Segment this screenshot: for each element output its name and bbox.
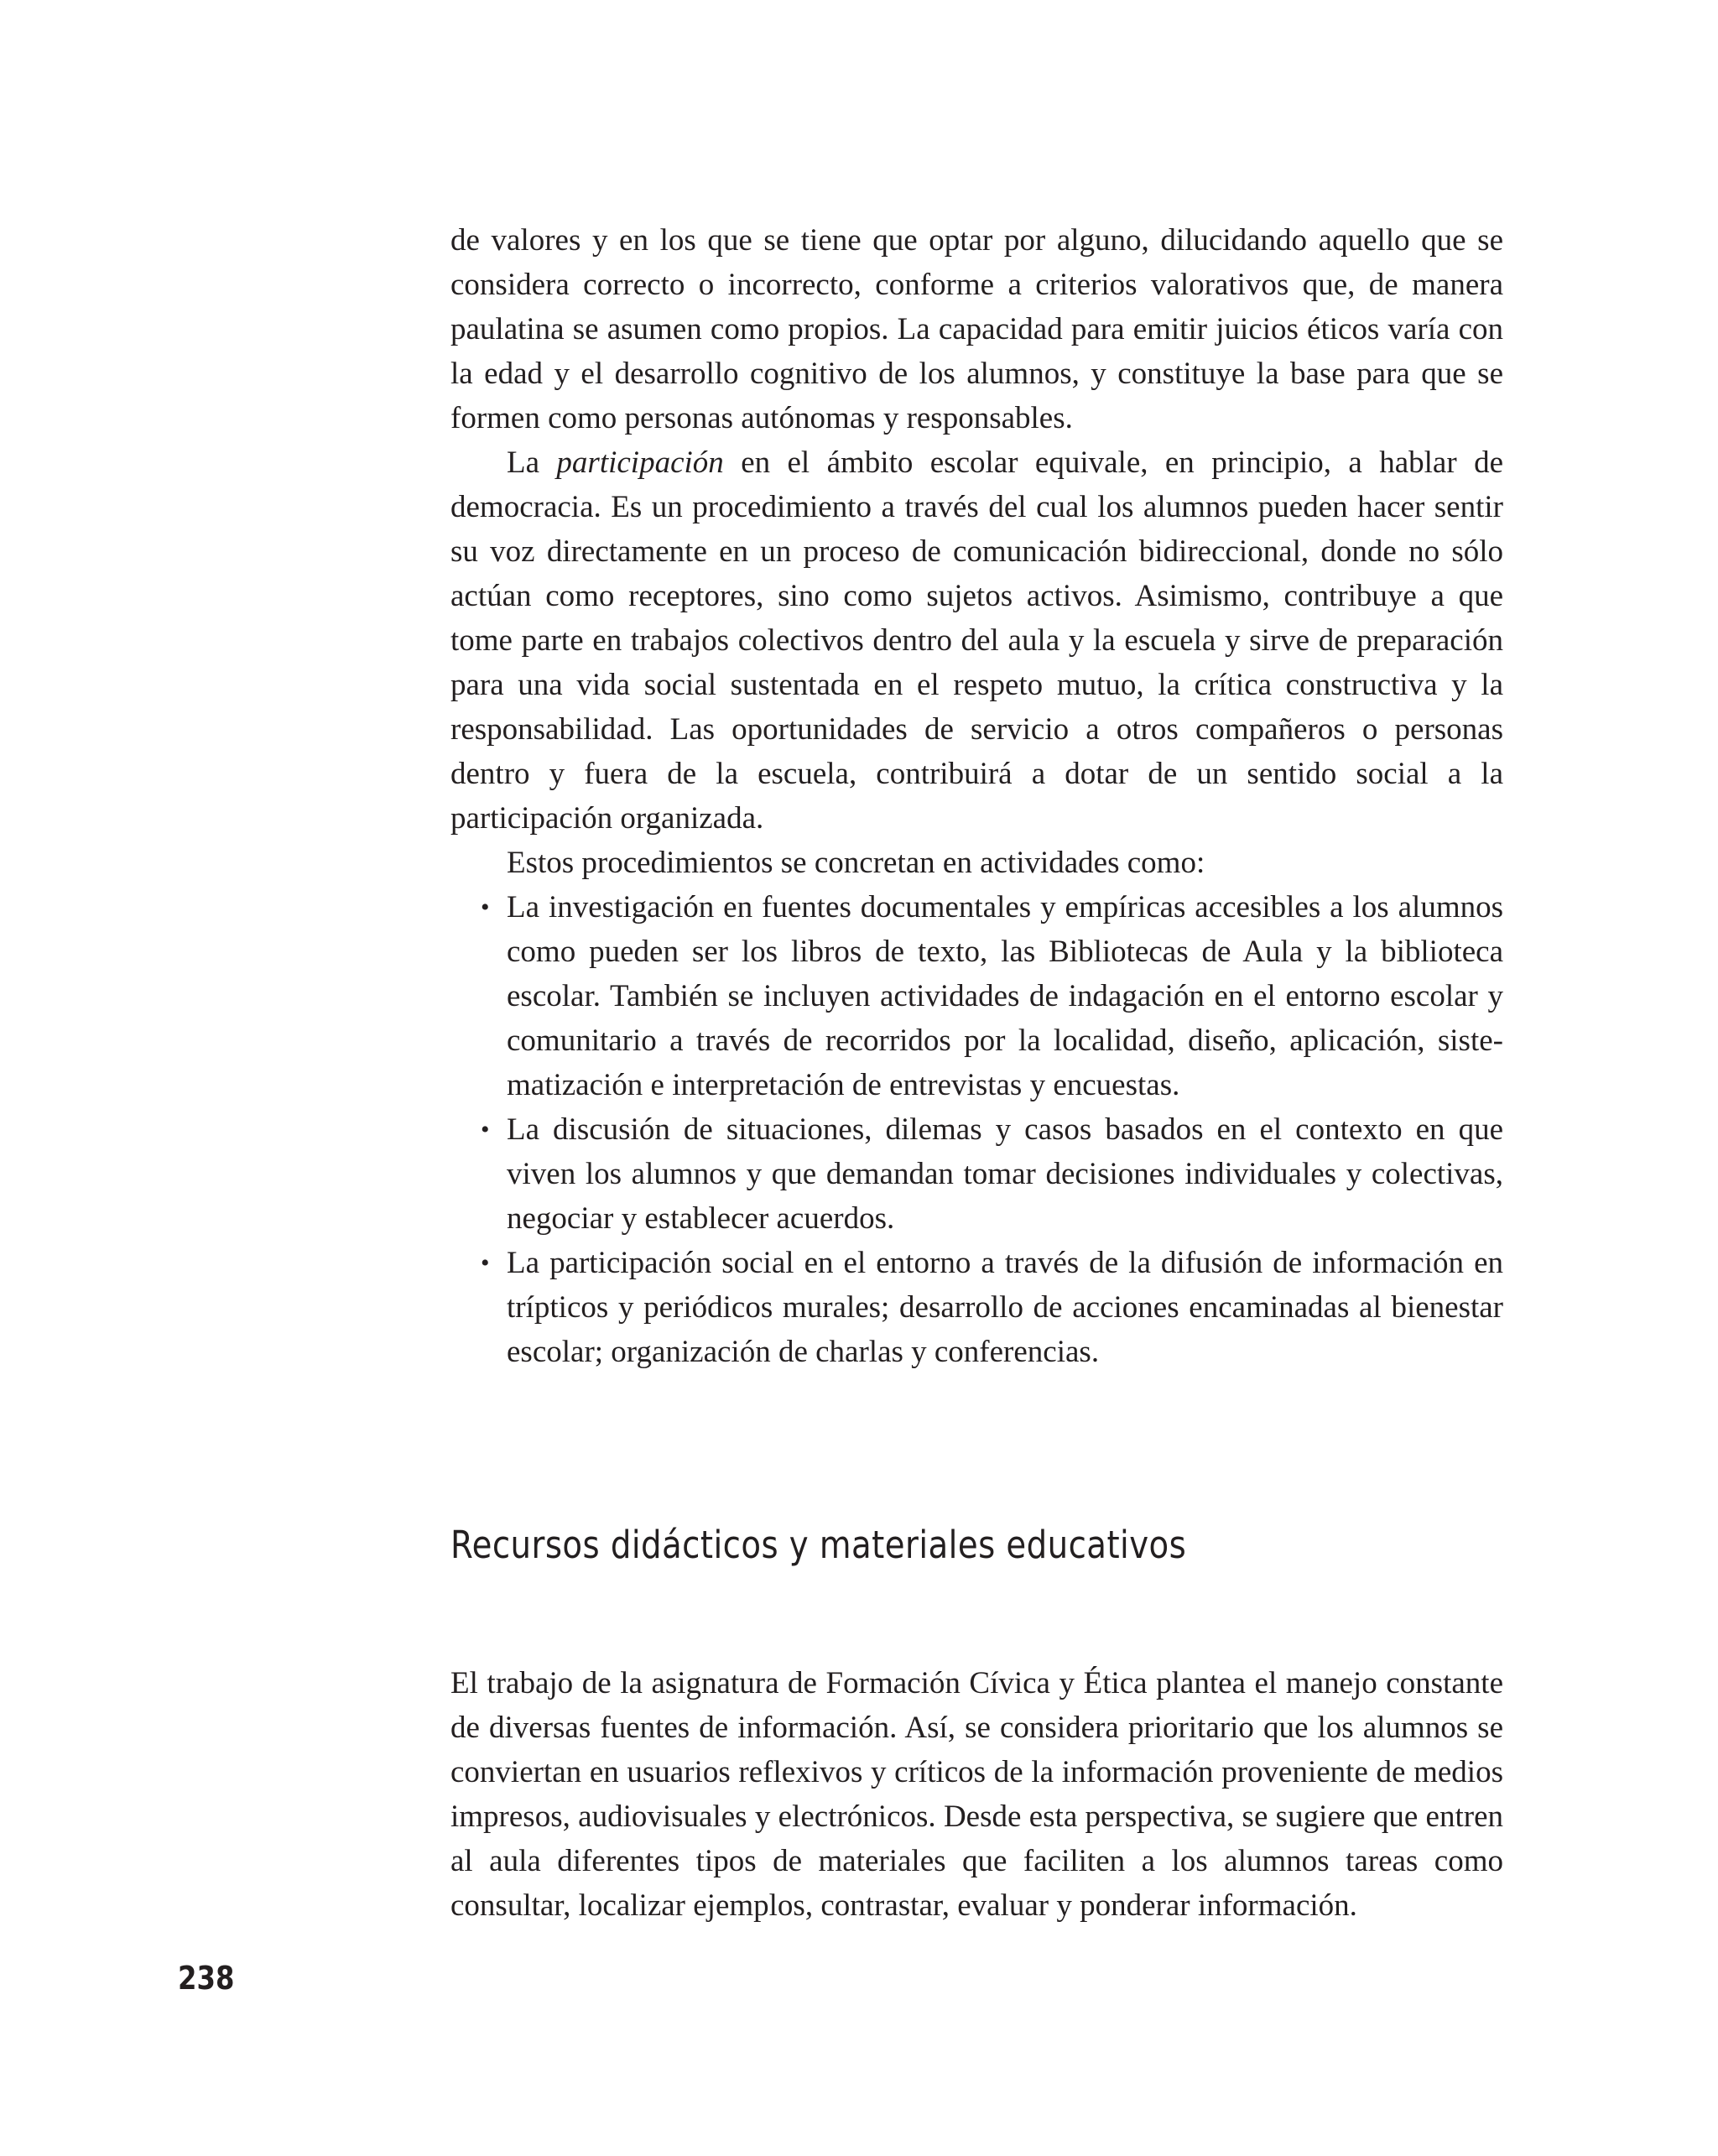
section-body bbox=[450, 1661, 1503, 1928]
section-heading: Recursos didácticos y materiales educativos bbox=[450, 1523, 1187, 1567]
paragraph-participacion-start: La bbox=[507, 445, 557, 480]
section-paragraph: El trabajo de la asignatura de Formación Cívica y Ética plantea el manejo constante de diversas fuentes de información. Así, se considera prioritario que los alumnos se conviertan en usuarios reflexivos y críticos de la información proveniente de medios impresos, audiovisuales y electrónicos. Desde esta perspectiva, se sugiere que entren al aula diferentes tipos de materiales que faciliten a los alumnos tareas como consultar, localizar ejemplos, contrastar, evaluar y ponderar información. bbox=[450, 1666, 1503, 1923]
term-participacion: participación bbox=[556, 445, 724, 480]
paragraph-activities-intro: Estos procedimientos se concretan en actividades como: bbox=[507, 846, 1205, 880]
page-number: 238 bbox=[178, 1960, 235, 1997]
list-item-text: La discusión de situaciones, dilemas y casos basados en el contexto en que viven los alumnos y que demandan tomar decisiones individuales y colectivas, negociar y establecer acuerdos. bbox=[507, 1112, 1503, 1236]
main-text-column bbox=[450, 218, 1503, 1374]
list-item-text: La investigación en fuentes documentales y empíricas accesibles a los alumnos como pueden ser los libros de texto, las Bibliotecas de Aula y la biblioteca escolar. También se incluyen actividades de indagación en el entorno escolar y comunitario a través de recorridos por la localidad, diseño, aplicación, sistematización e interpretación de entrevistas y encuestas. bbox=[507, 890, 1503, 1102]
bullet-icon: • bbox=[481, 893, 490, 921]
paragraph-continuation: de valores y en los que se tiene que optar por alguno, dilucidando aquello que se considera correcto o incorrecto, conforme a criterios valorativos que, de manera paulatina se asumen como propios. La capacidad para emitir juicios éticos varía con la edad y el desarrollo cognitivo de los alumnos, y constituye la base para que se formen como personas autónomas y responsables. bbox=[450, 223, 1503, 435]
list-item-text: La participación social en el entorno a través de la difusión de información en trípticos y periódicos murales; desarrollo de acciones encaminadas al bienestar escolar; organización de charlas y conferencias. bbox=[507, 1246, 1503, 1369]
list-item bbox=[450, 1107, 1503, 1241]
paragraph-participacion bbox=[450, 440, 1503, 841]
activities-list bbox=[450, 885, 1503, 1374]
paragraph-participacion-rest: en el ámbito escolar equivale, en principio, a hablar de democracia. Es un procedimiento a través del cual los alumnos pueden hacer sentir su voz directamente en un proceso de comunicación bidireccional, donde no sólo actúan como receptores, sino como sujetos activos. Asimismo, contribuye a que tome parte en trabajos colectivos dentro del aula y la escuela y sirve de preparación para una vida social sustentada en el respeto mutuo, la crítica constructiva y la responsabilidad. Las oportunidades de servicio a otros compañeros o personas dentro y fuera de la escuela, contribuirá a dotar de un sentido social a la participación organizada. bbox=[450, 445, 1503, 836]
bullet-icon: • bbox=[481, 1116, 490, 1143]
list-item bbox=[450, 1241, 1503, 1374]
bullet-icon: • bbox=[481, 1249, 490, 1277]
list-item bbox=[450, 885, 1503, 1107]
